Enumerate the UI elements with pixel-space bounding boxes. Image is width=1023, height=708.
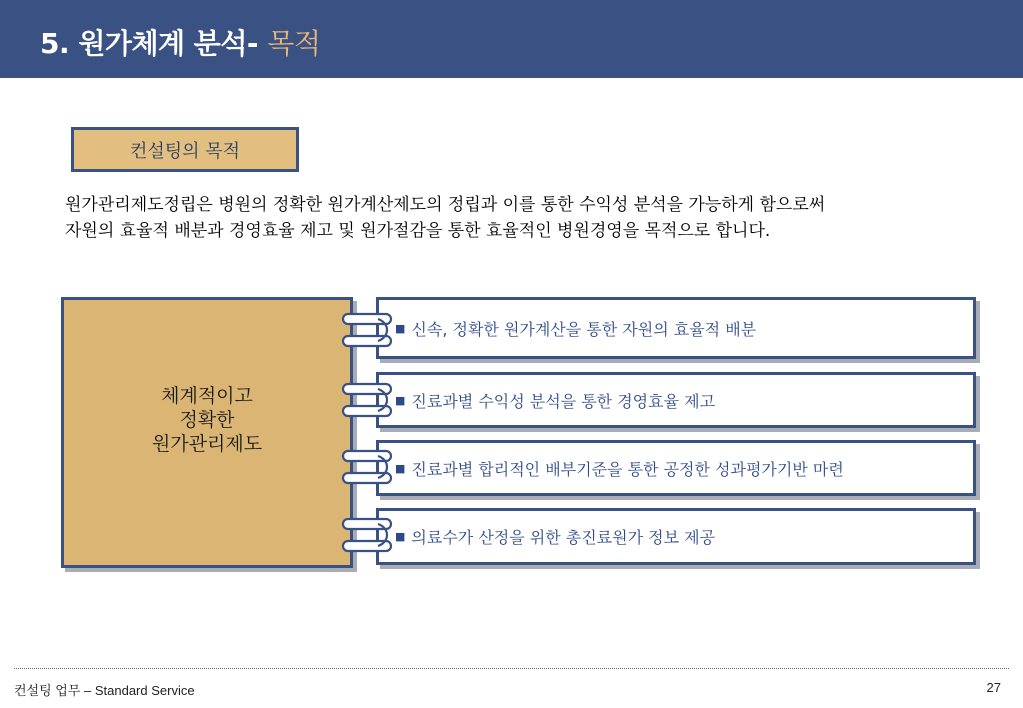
title-bar (0, 0, 1023, 78)
page-title (40, 22, 320, 62)
binder-ring-icon (343, 451, 391, 483)
square-bullet-icon: ■ (395, 530, 406, 543)
page-title-sub: 목적 (267, 27, 321, 60)
binder-rings (338, 305, 398, 555)
square-bullet-icon: ■ (395, 321, 406, 335)
page-number: 27 (986, 680, 1001, 695)
footer-divider (14, 668, 1009, 669)
binder-ring-icon (343, 314, 391, 346)
list-item (376, 508, 976, 565)
binder-ring-icon (343, 384, 391, 416)
square-bullet-icon: ■ (395, 393, 406, 407)
description (65, 192, 965, 244)
left-panel-line-3: 원가관리제도 (151, 433, 263, 455)
list-item (376, 440, 976, 496)
square-bullet-icon: ■ (395, 461, 406, 475)
list-item-text: 신속, 정확한 원가계산을 통한 자원의 효율적 배분 (411, 319, 757, 339)
list-item-text: 진료과별 합리적인 배부기준을 통한 공정한 성과평가기반 마련 (411, 459, 844, 479)
description-line-1: 원가관리제도정립은 병원의 정확한 원가계산제도의 정립과 이를 통한 수익성 분석을 가능하게 함으로써 (65, 195, 826, 215)
page-title-main: 5. 원가체계 분석- (40, 27, 259, 60)
list-item-text: 의료수가 산정을 위한 총진료원가 정보 제공 (411, 528, 716, 547)
list-item (376, 297, 976, 359)
left-panel (61, 297, 353, 568)
left-panel-line-2: 정확한 (179, 409, 235, 431)
description-line-2: 자원의 효율적 배분과 경영효율 제고 및 원가절감을 통한 효율적인 병원경영을 목적으로 합니다. (65, 221, 771, 241)
section-label: 컨설팅의 목적 (71, 127, 299, 172)
left-panel-text (64, 384, 350, 456)
left-panel-line-1: 체계적이고 (161, 385, 253, 407)
binder-ring-icon (343, 519, 391, 551)
list-item (376, 372, 976, 428)
list-item-text: 진료과별 수익성 분석을 통한 경영효율 제고 (411, 391, 716, 411)
footer-text: 컨설팅 업무 – Standard Service (14, 683, 195, 698)
